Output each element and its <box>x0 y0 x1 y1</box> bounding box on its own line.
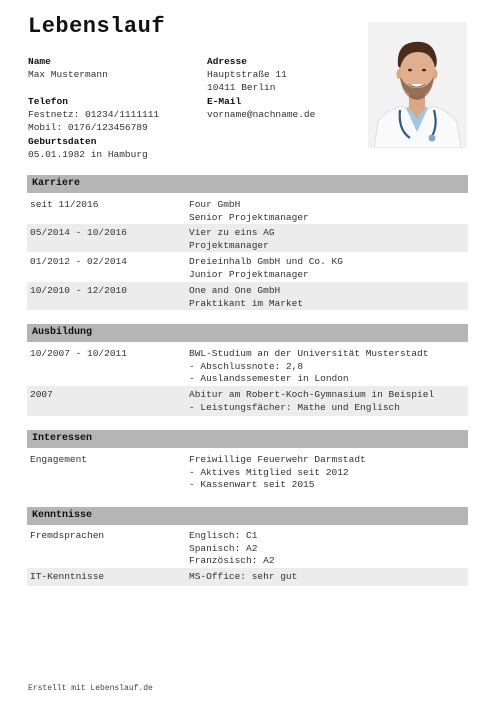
email-field <box>207 95 315 121</box>
email-label: E-Mail <box>207 96 242 107</box>
address-city: 10411 Berlin <box>207 82 276 93</box>
education-period: 10/2007 - 10/2011 <box>30 348 127 359</box>
career-row <box>27 196 468 222</box>
section-header-ausbildung: Ausbildung <box>27 324 468 342</box>
phone-landline: Festnetz: 01234/1111111 <box>28 109 160 120</box>
name-label: Name <box>28 56 51 67</box>
interest-category: Engagement <box>30 454 88 465</box>
address-field <box>207 55 287 94</box>
footer-credit: Erstellt mit Lebenslauf.de <box>28 684 153 693</box>
birth-label: Geburtsdaten <box>28 136 97 147</box>
address-street: Hauptstraße 11 <box>207 69 287 80</box>
skill-category: Fremdsprachen <box>30 530 105 541</box>
name-field <box>28 55 108 81</box>
career-detail: One and One GmbH Praktikant im Market <box>189 285 304 309</box>
phone-field <box>28 95 159 134</box>
page-title: Lebenslauf <box>28 14 166 39</box>
skill-detail: MS-Office: sehr gut <box>189 571 298 582</box>
career-row <box>27 224 468 252</box>
skill-row <box>27 527 468 567</box>
education-detail: Abitur am Robert-Koch-Gymnasium in Beispiel - Leistungsfächer: Mathe und Englisch <box>189 389 435 413</box>
birth-value: 05.01.1982 in Hamburg <box>28 149 148 160</box>
skill-category: IT-Kenntnisse <box>30 571 105 582</box>
section-header-interessen: Interessen <box>27 430 468 448</box>
career-detail: Vier zu eins AG Projektmanager <box>189 227 275 251</box>
profile-photo-icon <box>368 22 467 148</box>
career-detail: Dreieinhalb GmbH und Co. KG Junior Projektmanager <box>189 256 343 280</box>
address-label: Adresse <box>207 56 247 67</box>
section-header-karriere: Karriere <box>27 175 468 193</box>
career-row <box>27 282 468 310</box>
section-header-kenntnisse: Kenntnisse <box>27 507 468 525</box>
education-row <box>27 386 468 416</box>
career-row <box>27 253 468 281</box>
career-period: 05/2014 - 10/2016 <box>30 227 127 238</box>
email-value: vorname@nachname.de <box>207 109 316 120</box>
profile-photo <box>368 22 467 148</box>
interest-row <box>27 451 468 491</box>
education-period: 2007 <box>30 389 53 400</box>
interest-detail: Freiwillige Feuerwehr Darmstadt - Aktives Mitglied seit 2012 - Kassenwart seit 2015 <box>189 454 366 490</box>
phone-label: Telefon <box>28 96 68 107</box>
education-detail: BWL-Studium an der Universität Musterstadt - Abschlussnote: 2,8 - Auslandssemester in London <box>189 348 429 384</box>
skill-detail: Englisch: C1 Spanisch: A2 Französisch: A2 <box>189 530 275 566</box>
birth-field <box>28 135 148 161</box>
phone-mobile: Mobil: 0176/123456789 <box>28 122 148 133</box>
career-detail: Four GmbH Senior Projektmanager <box>189 199 309 223</box>
skill-row <box>27 568 468 586</box>
education-row <box>27 345 468 385</box>
career-period: 10/2010 - 12/2010 <box>30 285 127 296</box>
career-period: seit 11/2016 <box>30 199 99 210</box>
name-value: Max Mustermann <box>28 69 108 80</box>
career-period: 01/2012 - 02/2014 <box>30 256 127 267</box>
